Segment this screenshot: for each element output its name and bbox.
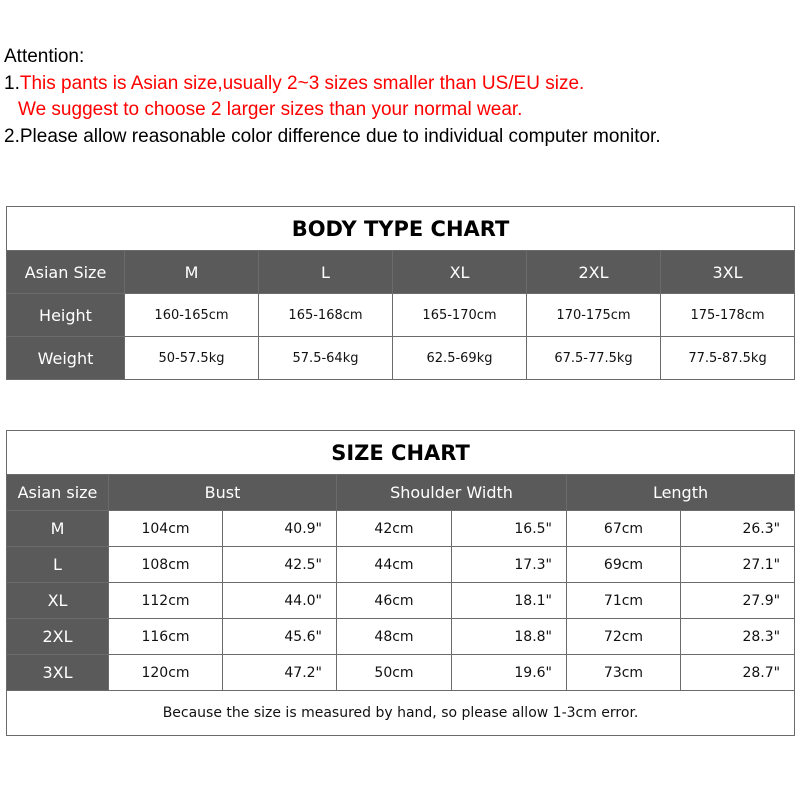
row-size-label: 2XL: [7, 619, 109, 655]
table-cell: 160-165cm: [125, 294, 259, 337]
table-cell: 165-168cm: [259, 294, 393, 337]
header-length: Length: [567, 475, 795, 511]
table-cell: 69cm: [567, 547, 681, 583]
table-row: [7, 655, 795, 691]
table-cell: 120cm: [109, 655, 223, 691]
row-label-height: Height: [7, 294, 125, 337]
body-type-chart-title: BODY TYPE CHART: [7, 207, 795, 251]
table-cell: 44.0": [223, 583, 337, 619]
table-cell: 71cm: [567, 583, 681, 619]
table-cell: 47.2": [223, 655, 337, 691]
header-bust: Bust: [109, 475, 337, 511]
table-cell: 17.3": [452, 547, 567, 583]
table-row: [7, 547, 795, 583]
table-cell: 16.5": [452, 511, 567, 547]
size-chart-footnote: Because the size is measured by hand, so please allow 1-3cm error.: [7, 691, 795, 736]
table-cell: 165-170cm: [393, 294, 527, 337]
table-cell: 19.6": [452, 655, 567, 691]
row-size-label: 3XL: [7, 655, 109, 691]
table-cell: 44cm: [337, 547, 452, 583]
table-row: [7, 337, 795, 380]
table-row: [7, 511, 795, 547]
size-chart-title: SIZE CHART: [7, 431, 795, 475]
header-asian-size: Asian Size: [7, 251, 125, 294]
header-size-xl: XL: [393, 251, 527, 294]
table-cell: 28.3": [681, 619, 795, 655]
table-cell: 27.1": [681, 547, 795, 583]
table-cell: 72cm: [567, 619, 681, 655]
notice-item-2: [4, 124, 796, 151]
header-size-2xl: 2XL: [527, 251, 661, 294]
table-cell: 48cm: [337, 619, 452, 655]
notice-item-2-text: Please allow reasonable color difference due to individual computer monitor.: [19, 125, 661, 147]
notice-heading: Attention:: [4, 46, 85, 67]
notice-item-2-number: 2.: [4, 125, 20, 147]
table-cell: 45.6": [223, 619, 337, 655]
table-cell: 112cm: [109, 583, 223, 619]
header-asian-size: Asian size: [7, 475, 109, 511]
row-size-label: XL: [7, 583, 109, 619]
table-cell: 116cm: [109, 619, 223, 655]
table-cell: 18.8": [452, 619, 567, 655]
notice-item-1-text: This pants is Asian size,usually 2~3 sizes smaller than US/EU size.: [19, 72, 585, 94]
size-chart: [6, 430, 795, 736]
header-size-m: M: [125, 251, 259, 294]
table-row: [7, 294, 795, 337]
table-cell: 73cm: [567, 655, 681, 691]
table-cell: 170-175cm: [527, 294, 661, 337]
table-cell: 40.9": [223, 511, 337, 547]
notice-item-1: [4, 71, 796, 98]
table-cell: 57.5-64kg: [259, 337, 393, 380]
header-shoulder-width: Shoulder Width: [337, 475, 567, 511]
table-cell: 42cm: [337, 511, 452, 547]
header-size-3xl: 3XL: [661, 251, 795, 294]
table-cell: 42.5": [223, 547, 337, 583]
table-cell: 175-178cm: [661, 294, 795, 337]
row-label-weight: Weight: [7, 337, 125, 380]
attention-notice: [4, 44, 796, 150]
notice-item-1-line2: We suggest to choose 2 larger sizes than your normal wear.: [18, 99, 523, 120]
table-cell: 46cm: [337, 583, 452, 619]
table-cell: 62.5-69kg: [393, 337, 527, 380]
table-row: [7, 583, 795, 619]
table-cell: 77.5-87.5kg: [661, 337, 795, 380]
table-cell: 108cm: [109, 547, 223, 583]
table-cell: 27.9": [681, 583, 795, 619]
notice-item-1-number: 1.: [4, 72, 20, 94]
table-cell: 67cm: [567, 511, 681, 547]
table-cell: 26.3": [681, 511, 795, 547]
row-size-label: L: [7, 547, 109, 583]
table-cell: 50-57.5kg: [125, 337, 259, 380]
table-cell: 28.7": [681, 655, 795, 691]
row-size-label: M: [7, 511, 109, 547]
table-row: [7, 619, 795, 655]
table-cell: 18.1": [452, 583, 567, 619]
table-cell: 67.5-77.5kg: [527, 337, 661, 380]
table-cell: 50cm: [337, 655, 452, 691]
table-cell: 104cm: [109, 511, 223, 547]
body-type-chart: [6, 206, 795, 380]
header-size-l: L: [259, 251, 393, 294]
